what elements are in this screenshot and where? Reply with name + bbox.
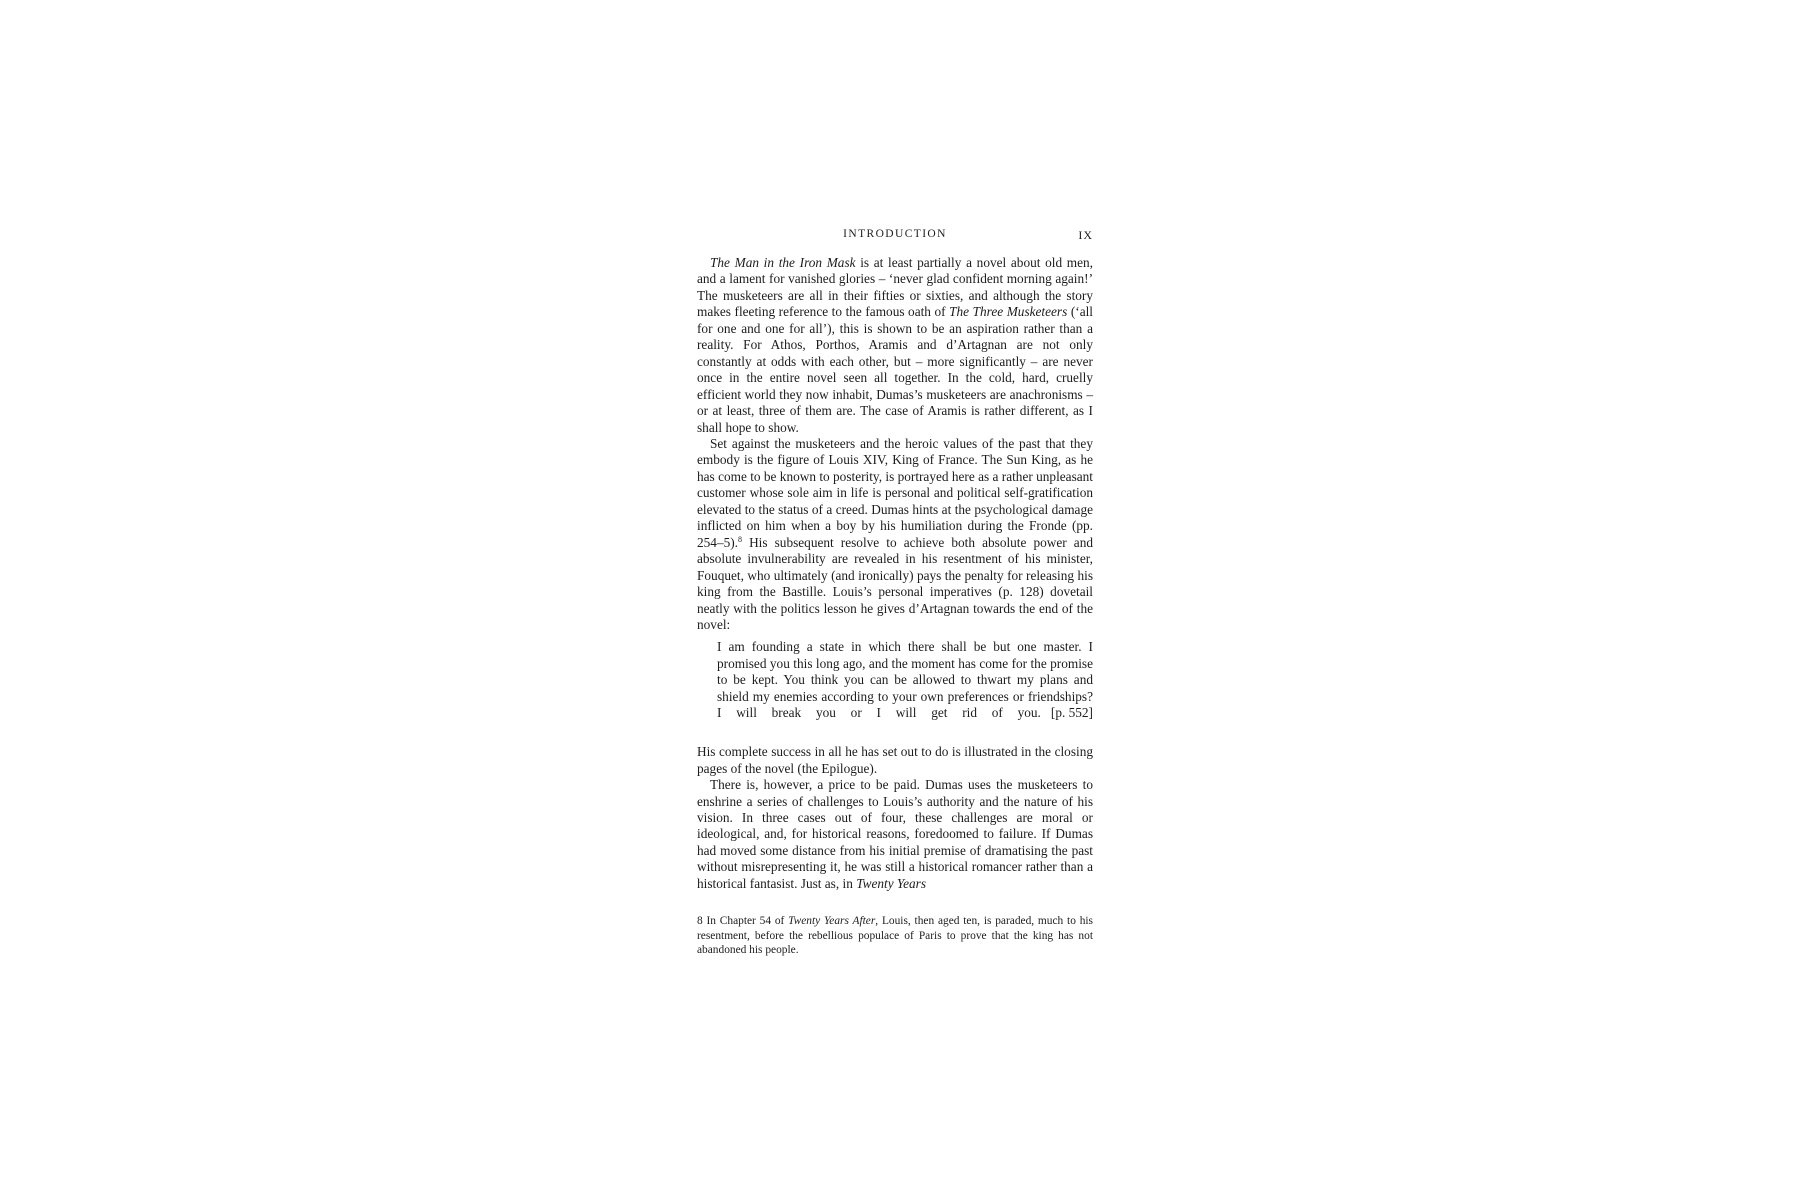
footnote-text-a: In Chapter 54 of xyxy=(702,915,789,928)
running-head xyxy=(697,228,1093,246)
paragraph-1-text-b: (‘all for one and one for all’), this is shown to be an aspiration rather than a reality. For Athos, Porthos, Aramis and d’Artagnan are not only constantly at odds with each other, but – more significantly – are never once in the entire novel seen all together. In the cold, hard, cruelly efficient world they now inhabit, Dumas’s musketeers are anachronisms – or at least, three of them are. The case of Aramis is rather different, as I shall hope to show. xyxy=(697,304,1093,435)
book-title-three-musketeers: The Three Musketeers xyxy=(949,304,1068,320)
paragraph-1 xyxy=(697,255,1093,436)
paragraph-4 xyxy=(697,777,1093,892)
footnote-number: 8 xyxy=(697,915,703,928)
book-title-twenty-years-after: Twenty Years After xyxy=(788,915,876,928)
running-title: INTRODUCTION xyxy=(843,228,947,240)
footnote-text-b: , Louis, then aged ten, is paraded, much to his resentment, before the rebellious populace of Paris to prove that the king has not abandoned his people. xyxy=(697,915,1093,957)
paragraph-2 xyxy=(697,436,1093,633)
block-quote xyxy=(717,639,1093,738)
block-quote-text: I am founding a state in which there shall be but one master. I promised you this long ago, and the moment has come for the promise to be kept. You think you can be allowed to thwart my plans and shield my enemies according to your own preferences or friendships? I will break you or I will get rid of you. xyxy=(717,639,1093,721)
paragraph-4-text: There is, however, a price to be paid. Dumas uses the musketeers to enshrine a series of challenges to Louis’s authority and the nature of his vision. In three cases out of four, these challenges are moral or ideological, and, for historical reasons, foredoomed to failure. If Dumas had moved some distance from his initial premise of dramatising the past without misrepresenting it, he was still a historical romancer rather than a historical fantasist. Just as, in xyxy=(697,777,1093,891)
book-page xyxy=(697,228,1093,958)
paragraph-2-text-b: His subsequent resolve to achieve both absolute power and absolute invulnerability are revealed in his resentment of his minister, Fouquet, who ultimately (and ironically) pays the penalty for releasing his king from the Bastille. Louis’s personal imperatives (p. 128) dovetail neatly with the politics lesson he gives d’Artagnan towards the end of the novel: xyxy=(697,534,1093,632)
footnote-reference[interactable]: 8 xyxy=(738,534,742,544)
paragraph-2-text-a: Set against the musketeers and the heroic values of the past that they embody is the figure of Louis XIV, King of France. The Sun King, as he has come to be known to posterity, is portrayed here as a rather unpleasant customer whose sole aim in life is personal and political self-gratification elevated to the status of a creed. Dumas hints at the psychological damage inflicted on him when a boy by his humiliation during the Fronde (pp. 254–5). xyxy=(697,435,1093,550)
paragraph-3 xyxy=(697,744,1093,777)
page-number: IX xyxy=(1078,228,1093,242)
paragraph-3-text: His complete success in all he has set out to do is illustrated in the closing pages of the novel (the Epilogue). xyxy=(697,744,1093,776)
footnote xyxy=(697,914,1093,958)
main-text xyxy=(697,255,1093,892)
book-title-iron-mask: The Man in the Iron Mask xyxy=(710,255,856,270)
book-title-twenty-years: Twenty Years xyxy=(856,875,927,891)
block-quote-citation: [p. 552] xyxy=(1050,705,1093,721)
paragraph-1-text-a: is at least partially a novel about old men, and a lament for vanished glories – ‘never glad confident morning again!’ The musketeers are all in their fifties or sixties, and although the story makes fleeting reference to the famous oath of xyxy=(697,255,1094,320)
